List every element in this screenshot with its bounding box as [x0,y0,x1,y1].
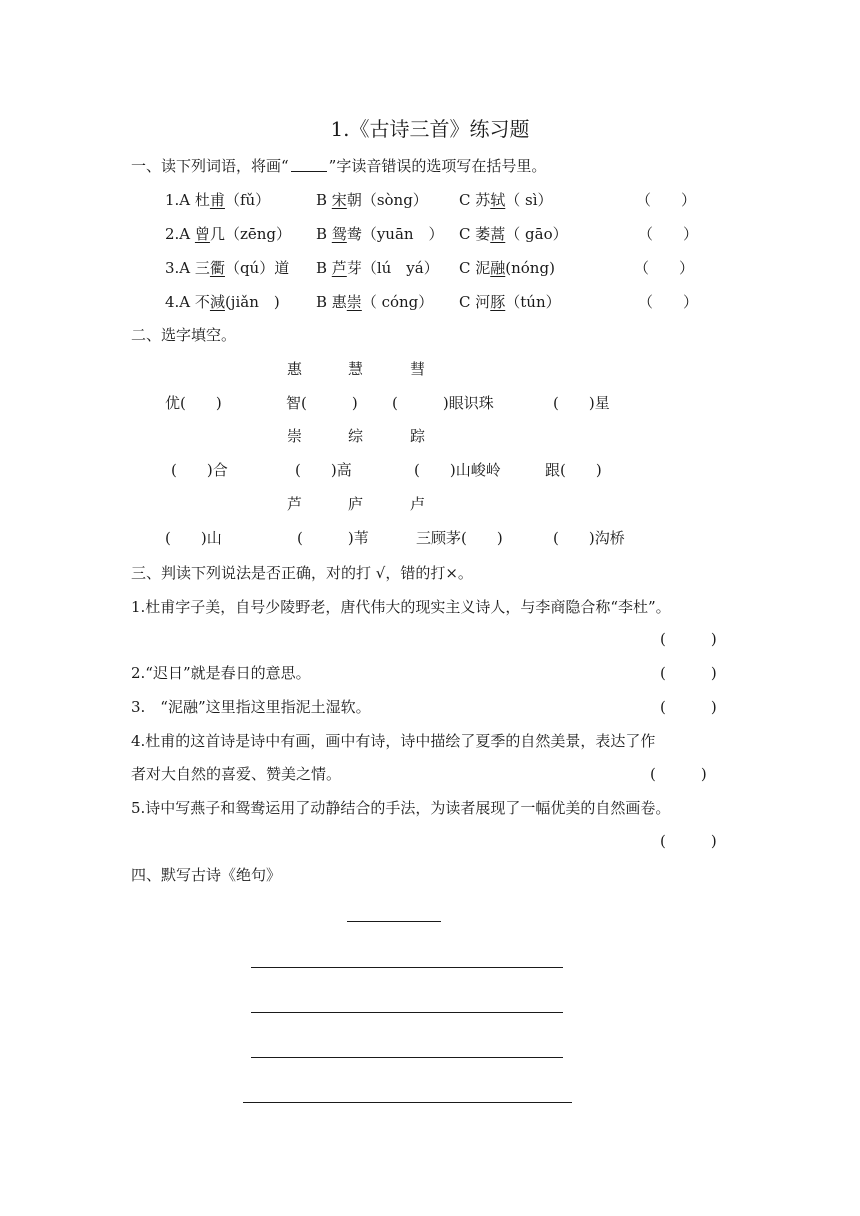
section1-heading: 一、读下列词语，将画“ ”字读音错误的选项写在括号里。 [131,157,547,175]
fill-blank-word[interactable]: ( )星 [553,394,610,412]
option-b-2: B 鸳鸯（yuān ） [316,225,444,243]
option-a-3: 3.A 三衢（qú）道 [165,259,290,277]
option-c-4: C 河豚（tún） [459,293,561,311]
underlined-char: 蒿 [490,225,506,243]
judge-item-4-cont: 者对大自然的喜爱、赞美之情。 [131,765,342,783]
fill-blank-word[interactable]: ( )山 [165,529,222,547]
judge-answer-3[interactable]: ( ) [660,698,717,716]
underlined-char: 芦 [331,259,347,277]
fill-blank-word[interactable]: ( )山峻岭 [414,461,501,479]
underlined-char: 曾 [194,225,210,243]
judge-item-3: 3. “泥融”这里指这里指泥土湿软。 [131,698,371,716]
poem-line-3[interactable] [251,1057,563,1058]
underlined-char: 融 [490,259,506,277]
underlined-char: 崇 [346,293,362,311]
option-c-1: C 苏轼（ sì） [459,191,553,209]
judge-item-4: 4.杜甫的这首诗是诗中有画，画中有诗，诗中描绘了夏季的自然美景，表达了作 [131,732,656,750]
poem-line-1[interactable] [251,967,563,968]
section2-heading: 二、选字填空。 [131,326,237,344]
underlined-char: 鸳 [331,225,347,243]
option-a-4: 4.A 不減(jiǎn ) [165,293,280,311]
underlined-char: 衢 [209,259,225,277]
underline-blank-sample [291,157,327,172]
option-b-4: B 惠崇（ cóng） [316,293,434,311]
choice-char: 慧 [348,360,364,378]
underlined-char: 轼 [490,191,506,209]
choice-char: 惠 [287,360,303,378]
poem-line-4[interactable] [243,1102,572,1103]
choice-char: 综 [348,427,364,445]
option-c-3: C 泥融(nóng) [459,259,555,277]
underlined-char: 減 [209,293,225,311]
option-a-1: 1.A 杜甫（fǔ） [165,191,271,209]
fill-blank-word[interactable]: 三顾茅( ) [416,529,503,547]
fill-blank-word[interactable]: ( )高 [295,461,352,479]
choice-char: 踪 [410,427,426,445]
underlined-char: 宋 [331,191,347,209]
judge-answer-4[interactable]: ( ) [650,765,707,783]
judge-item-5: 5.诗中写燕子和鸳鸯运用了动静结合的手法，为读者展现了一幅优美的自然画卷。 [131,799,671,817]
choice-char: 芦 [287,495,303,513]
judge-item-1: 1.杜甫字子美，自号少陵野老，唐代伟大的现实主义诗人，与李商隐合称“李杜”。 [131,598,671,616]
choice-char: 崇 [287,427,303,445]
judge-answer-5[interactable]: ( ) [660,832,717,850]
fill-blank-word[interactable]: ( )合 [171,461,228,479]
underlined-char: 甫 [209,191,225,209]
judge-answer-1[interactable]: ( ) [660,630,717,648]
choice-char: 卢 [410,495,426,513]
option-b-3: B 芦芽（lú yá） [316,259,439,277]
choice-char: 彗 [410,360,426,378]
fill-blank-word[interactable]: ( )沟桥 [553,529,625,547]
judge-answer-2[interactable]: ( ) [660,664,717,682]
fill-blank-word[interactable]: 跟( ) [545,461,602,479]
section4-heading: 四、默写古诗《绝句》 [131,866,282,884]
answer-paren-4[interactable]: （ ） [638,293,699,311]
fill-blank-word[interactable]: 优( ) [165,394,222,412]
option-c-2: C 萎蒿（ gāo） [459,225,568,243]
poem-title-line[interactable] [347,921,441,922]
page-title: 1.《古诗三首》练习题 [330,117,530,141]
poem-line-2[interactable] [251,1012,563,1013]
answer-paren-3[interactable]: （ ） [634,259,695,277]
choice-char: 庐 [348,495,364,513]
fill-blank-word[interactable]: 智( ) [286,394,358,412]
fill-blank-word[interactable]: ( )苇 [297,529,369,547]
option-a-2: 2.A 曾几（zēng） [165,225,291,243]
answer-paren-2[interactable]: （ ） [638,225,699,243]
answer-paren-1[interactable]: （ ） [636,191,697,209]
underlined-char: 豚 [490,293,506,311]
section3-heading: 三、判读下列说法是否正确，对的打 √，错的打×。 [131,564,473,582]
fill-blank-word[interactable]: ( )眼识珠 [392,394,494,412]
option-b-1: B 宋朝（sòng） [316,191,428,209]
judge-item-2: 2.“迟日”就是春日的意思。 [131,664,311,682]
